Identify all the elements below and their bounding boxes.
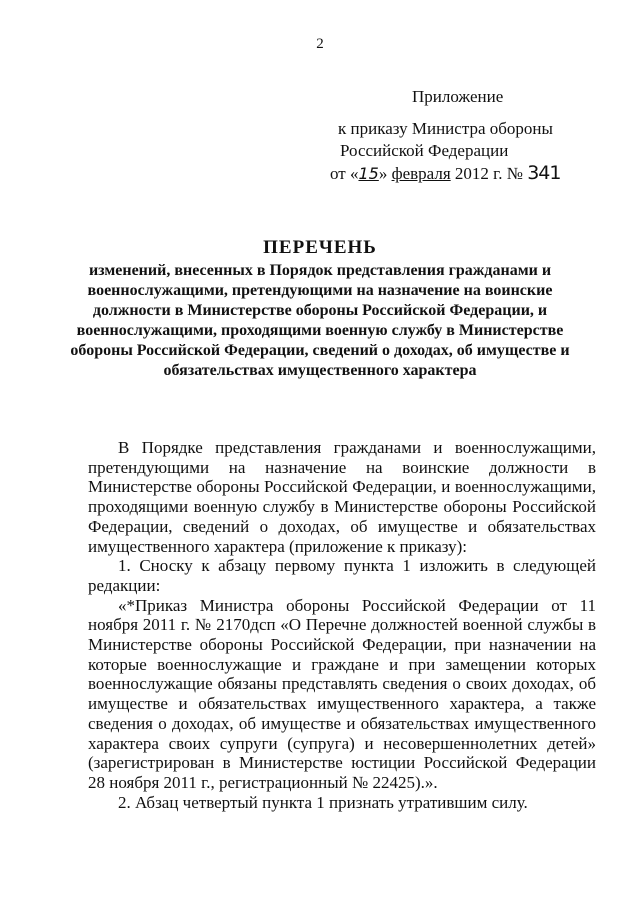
appendix-block (330, 86, 620, 185)
page-number: 2 (316, 36, 324, 52)
appendix-title: Приложение (412, 87, 504, 106)
item-2-paragraph: 2. Абзац четвертый пункта 1 признать утратившим силу. (118, 792, 528, 812)
document-heading (60, 235, 580, 381)
handwritten-day: 15 (358, 164, 379, 183)
order-line-2: Российской Федерации (340, 141, 509, 160)
date-mid: » (378, 164, 388, 183)
order-date-line (330, 162, 620, 185)
date-year: 2012 г. № (454, 164, 523, 183)
heading-title: ПЕРЕЧЕНЬ (263, 237, 377, 258)
order-line-1: к приказу Министра обороны (338, 119, 553, 138)
handwritten-order-number: 341 (527, 162, 561, 184)
quote-paragraph: «*Приказ Министра обороны Российской Федерации от 11 ноября 2011 г. № 2170дсп «О Перечне должностей военной службы в Министерстве обороны Российской Федерации, при назначении на которые военнослужащие и граждане и при замещении которых военнослужащие обязаны представлять сведения о своих доходах, об имуществе и обязательствах имущественного характера, а также сведения о доходах, об имуществе и обязательствах имущественного характера своих супруги (супруга) и несовершеннолетних детей» (зарегистрирован в Министерстве юстиции Российской Федерации 28 ноября 2011 г., регистрационный № 22425).». (88, 595, 596, 792)
document-body (88, 438, 596, 812)
heading-subtitle: изменений, внесенных в Порядок представления гражданами и военнослужащими, претендующими на назначение на воинские должности в Министерстве обороны Российской Федерации, и военнослужащими, проходящими военную службу в Министерстве обороны Российской Федерации, сведений о доходах, об имуществе и обязательствах имущественного характера (70, 262, 570, 379)
item-1-paragraph: 1. Сноску к абзацу первому пункта 1 изложить в следующей редакции: (88, 556, 596, 595)
date-month: февраля (391, 164, 451, 183)
intro-paragraph: В Порядке представления гражданами и военнослужащими, претендующими на назначение на воинские должности в Министерстве обороны Российской Федерации, и военнослужащими, проходящими военную службу в Министерстве обороны Российской Федерации, сведений о доходах, об имуществе и обязательствах имущественного характера (приложение к приказу): (88, 438, 596, 556)
date-prefix: от « (330, 164, 359, 183)
